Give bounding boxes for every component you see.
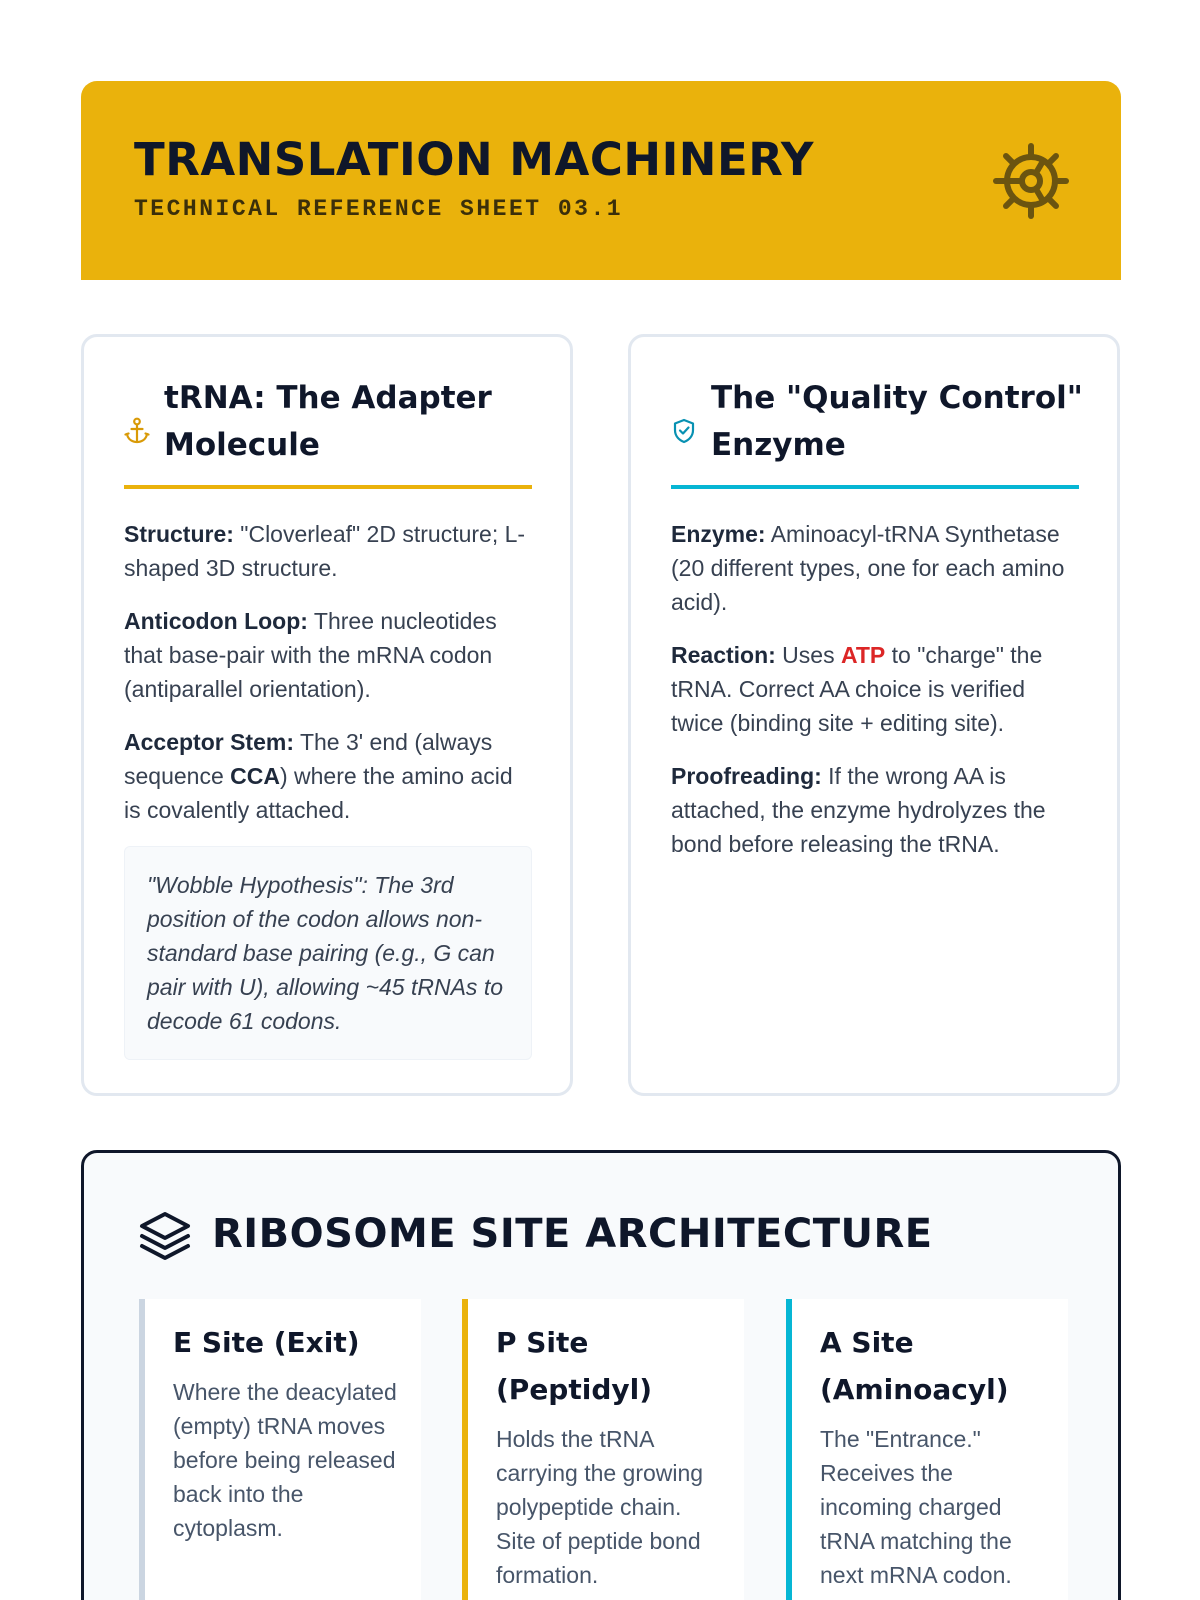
proofreading-label: Proofreading: — [671, 763, 822, 789]
enzyme-card — [628, 334, 1120, 1096]
trna-card-title: tRNA: The Adapter Molecule — [164, 380, 492, 463]
acceptor-text-2: ) where the amino acid is covalently attached. — [124, 763, 513, 823]
header-banner — [81, 81, 1121, 280]
ribosome-section-title: RIBOSOME SITE ARCHITECTURE — [212, 1211, 933, 1257]
trna-card-header — [124, 377, 532, 489]
ribosome-section — [81, 1150, 1121, 1600]
trna-card — [81, 334, 573, 1096]
enzyme-card-body — [671, 517, 1079, 880]
p-site-title: P Site (Peptidyl) — [496, 1326, 653, 1406]
anticodon-label: Anticodon Loop: — [124, 608, 308, 634]
gear-icon — [991, 141, 1071, 221]
anticodon-text: Three nucleotides that base-pair with the mRNA codon (antiparallel orientation). — [124, 608, 497, 702]
proofreading-paragraph — [671, 759, 1079, 861]
p-site-card — [462, 1299, 744, 1600]
shield-check-icon — [671, 417, 697, 445]
e-site-text: Where the deacylated (empty) tRNA moves before being released back into the cytoplasm. — [173, 1379, 397, 1541]
acceptor-paragraph — [124, 725, 532, 827]
enzyme-card-title: The "Quality Control" Enzyme — [711, 380, 1083, 463]
structure-paragraph — [124, 517, 532, 585]
anchor-icon — [124, 417, 150, 445]
p-site-text: Holds the tRNA carrying the growing polypeptide chain. Site of peptide bond formation. — [496, 1426, 704, 1588]
enzyme-paragraph — [671, 517, 1079, 619]
enzyme-label: Enzyme: — [671, 521, 766, 547]
a-site-text: The "Entrance." Receives the incoming charged tRNA matching the next mRNA codon. — [820, 1426, 1012, 1588]
wobble-note: "Wobble Hypothesis": The 3rd position of the codon allows non-standard base pairing (e.g., G can pair with U), allowing ~45 tRNAs to decode 61 codons. — [124, 846, 532, 1060]
a-site-card — [786, 1299, 1068, 1600]
proofreading-text: If the wrong AA is attached, the enzyme hydrolyzes the bond before releasing the tRNA. — [671, 763, 1046, 857]
page-subtitle: TECHNICAL REFERENCE SHEET 03.1 — [134, 196, 624, 222]
reaction-text-1: Uses — [775, 642, 841, 668]
page-title: TRANSLATION MACHINERY — [134, 133, 814, 186]
enzyme-text: Aminoacyl-tRNA Synthetase (20 different types, one for each amino acid). — [671, 521, 1065, 615]
reaction-text-2: to "charge" the tRNA. Correct AA choice is verified twice (binding site + editing site). — [671, 642, 1043, 736]
e-site-card — [139, 1299, 421, 1600]
trna-card-body — [124, 517, 532, 1060]
acceptor-label: Acceptor Stem: — [124, 729, 294, 755]
anticodon-paragraph — [124, 604, 532, 706]
reaction-paragraph — [671, 638, 1079, 740]
atp-highlight: ATP — [840, 642, 886, 668]
layers-icon — [138, 1209, 192, 1263]
cca-code: CCA — [230, 763, 280, 789]
a-site-title: A Site (Aminoacyl) — [820, 1326, 1009, 1406]
enzyme-card-header — [671, 377, 1083, 489]
structure-label: Structure: — [124, 521, 234, 547]
acceptor-text-1: The 3' end (always sequence — [124, 729, 493, 789]
e-site-title: E Site (Exit) — [173, 1326, 360, 1359]
structure-text: "Cloverleaf" 2D structure; L-shaped 3D structure. — [124, 521, 526, 581]
reaction-label: Reaction: — [671, 642, 776, 668]
